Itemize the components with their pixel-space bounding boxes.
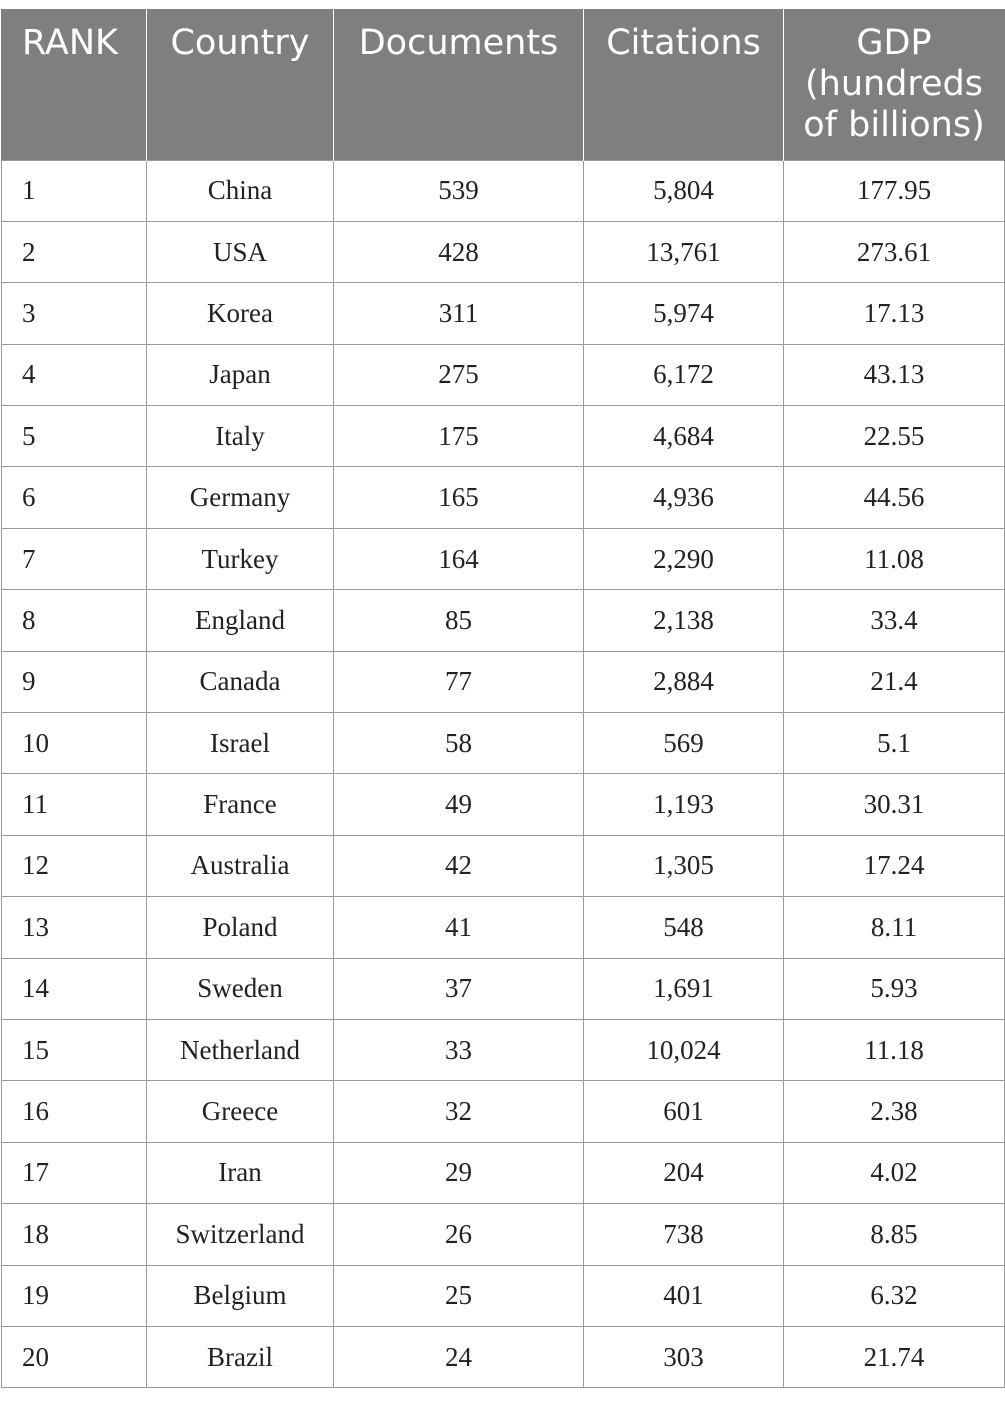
country-cell: Germany (147, 467, 334, 528)
gdp-cell: 177.95 (784, 160, 1005, 221)
documents-cell: 275 (334, 344, 584, 405)
documents-cell: 25 (334, 1265, 584, 1326)
country-cell: Canada (147, 651, 334, 712)
rank-cell: 18 (2, 1204, 147, 1265)
rank-cell: 17 (2, 1142, 147, 1203)
citations-cell: 204 (584, 1142, 784, 1203)
table-row (2, 528, 1005, 589)
table-row (2, 835, 1005, 896)
documents-cell: 24 (334, 1326, 584, 1387)
documents-cell: 428 (334, 221, 584, 282)
table-row (2, 344, 1005, 405)
table-row (2, 651, 1005, 712)
table-row (2, 406, 1005, 467)
header-country: Country (147, 9, 334, 160)
gdp-cell: 22.55 (784, 406, 1005, 467)
documents-cell: 311 (334, 283, 584, 344)
rank-cell: 20 (2, 1326, 147, 1387)
country-cell: Japan (147, 344, 334, 405)
country-cell: Greece (147, 1081, 334, 1142)
rank-cell: 5 (2, 406, 147, 467)
rank-cell: 7 (2, 528, 147, 589)
gdp-cell: 2.38 (784, 1081, 1005, 1142)
gdp-cell: 6.32 (784, 1265, 1005, 1326)
documents-cell: 165 (334, 467, 584, 528)
header-rank: RANK (2, 9, 147, 160)
table-row (2, 221, 1005, 282)
gdp-cell: 21.74 (784, 1326, 1005, 1387)
citations-cell: 548 (584, 897, 784, 958)
documents-cell: 33 (334, 1019, 584, 1080)
country-cell: Sweden (147, 958, 334, 1019)
gdp-cell: 11.08 (784, 528, 1005, 589)
citations-cell: 13,761 (584, 221, 784, 282)
table-row (2, 1081, 1005, 1142)
country-cell: Australia (147, 835, 334, 896)
documents-cell: 29 (334, 1142, 584, 1203)
rank-cell: 19 (2, 1265, 147, 1326)
gdp-cell: 43.13 (784, 344, 1005, 405)
gdp-cell: 8.11 (784, 897, 1005, 958)
country-cell: Switzerland (147, 1204, 334, 1265)
citations-cell: 569 (584, 713, 784, 774)
table-row (2, 1142, 1005, 1203)
header-row (2, 9, 1005, 160)
rank-cell: 12 (2, 835, 147, 896)
table-body (2, 160, 1005, 1388)
country-ranking-table (1, 9, 1005, 1388)
gdp-cell: 8.85 (784, 1204, 1005, 1265)
documents-cell: 41 (334, 897, 584, 958)
citations-cell: 1,193 (584, 774, 784, 835)
country-cell: Korea (147, 283, 334, 344)
gdp-cell: 30.31 (784, 774, 1005, 835)
citations-cell: 2,884 (584, 651, 784, 712)
rank-cell: 6 (2, 467, 147, 528)
citations-cell: 1,691 (584, 958, 784, 1019)
rank-cell: 16 (2, 1081, 147, 1142)
documents-cell: 164 (334, 528, 584, 589)
country-cell: USA (147, 221, 334, 282)
rank-cell: 13 (2, 897, 147, 958)
documents-cell: 77 (334, 651, 584, 712)
table-row (2, 1326, 1005, 1387)
citations-cell: 303 (584, 1326, 784, 1387)
rank-cell: 3 (2, 283, 147, 344)
table-header (2, 9, 1005, 160)
header-gdp: GDP (hundreds of billions) (784, 9, 1005, 160)
table-row (2, 1265, 1005, 1326)
documents-cell: 49 (334, 774, 584, 835)
table-row (2, 160, 1005, 221)
gdp-cell: 17.24 (784, 835, 1005, 896)
country-cell: France (147, 774, 334, 835)
gdp-cell: 17.13 (784, 283, 1005, 344)
gdp-cell: 44.56 (784, 467, 1005, 528)
rank-cell: 4 (2, 344, 147, 405)
table-row (2, 713, 1005, 774)
citations-cell: 2,138 (584, 590, 784, 651)
table-row (2, 958, 1005, 1019)
rank-cell: 8 (2, 590, 147, 651)
rank-cell: 11 (2, 774, 147, 835)
rank-cell: 15 (2, 1019, 147, 1080)
rank-cell: 10 (2, 713, 147, 774)
gdp-cell: 33.4 (784, 590, 1005, 651)
citations-cell: 401 (584, 1265, 784, 1326)
rank-cell: 2 (2, 221, 147, 282)
rank-cell: 1 (2, 160, 147, 221)
table-row (2, 283, 1005, 344)
documents-cell: 26 (334, 1204, 584, 1265)
gdp-cell: 5.93 (784, 958, 1005, 1019)
citations-cell: 5,804 (584, 160, 784, 221)
documents-cell: 85 (334, 590, 584, 651)
documents-cell: 58 (334, 713, 584, 774)
table-row (2, 1204, 1005, 1265)
gdp-cell: 4.02 (784, 1142, 1005, 1203)
country-ranking-table-container (1, 9, 1004, 1388)
citations-cell: 5,974 (584, 283, 784, 344)
country-cell: Poland (147, 897, 334, 958)
gdp-cell: 5.1 (784, 713, 1005, 774)
documents-cell: 539 (334, 160, 584, 221)
citations-cell: 738 (584, 1204, 784, 1265)
country-cell: Turkey (147, 528, 334, 589)
citations-cell: 6,172 (584, 344, 784, 405)
citations-cell: 4,684 (584, 406, 784, 467)
country-cell: Belgium (147, 1265, 334, 1326)
citations-cell: 4,936 (584, 467, 784, 528)
rank-cell: 9 (2, 651, 147, 712)
documents-cell: 175 (334, 406, 584, 467)
table-row (2, 1019, 1005, 1080)
documents-cell: 37 (334, 958, 584, 1019)
citations-cell: 10,024 (584, 1019, 784, 1080)
documents-cell: 42 (334, 835, 584, 896)
country-cell: China (147, 160, 334, 221)
country-cell: Brazil (147, 1326, 334, 1387)
country-cell: England (147, 590, 334, 651)
country-cell: Netherland (147, 1019, 334, 1080)
gdp-cell: 21.4 (784, 651, 1005, 712)
citations-cell: 2,290 (584, 528, 784, 589)
header-documents: Documents (334, 9, 584, 160)
documents-cell: 32 (334, 1081, 584, 1142)
header-citations: Citations (584, 9, 784, 160)
citations-cell: 1,305 (584, 835, 784, 896)
country-cell: Israel (147, 713, 334, 774)
gdp-cell: 273.61 (784, 221, 1005, 282)
table-row (2, 467, 1005, 528)
table-row (2, 897, 1005, 958)
table-row (2, 774, 1005, 835)
country-cell: Italy (147, 406, 334, 467)
table-row (2, 590, 1005, 651)
rank-cell: 14 (2, 958, 147, 1019)
country-cell: Iran (147, 1142, 334, 1203)
citations-cell: 601 (584, 1081, 784, 1142)
gdp-cell: 11.18 (784, 1019, 1005, 1080)
